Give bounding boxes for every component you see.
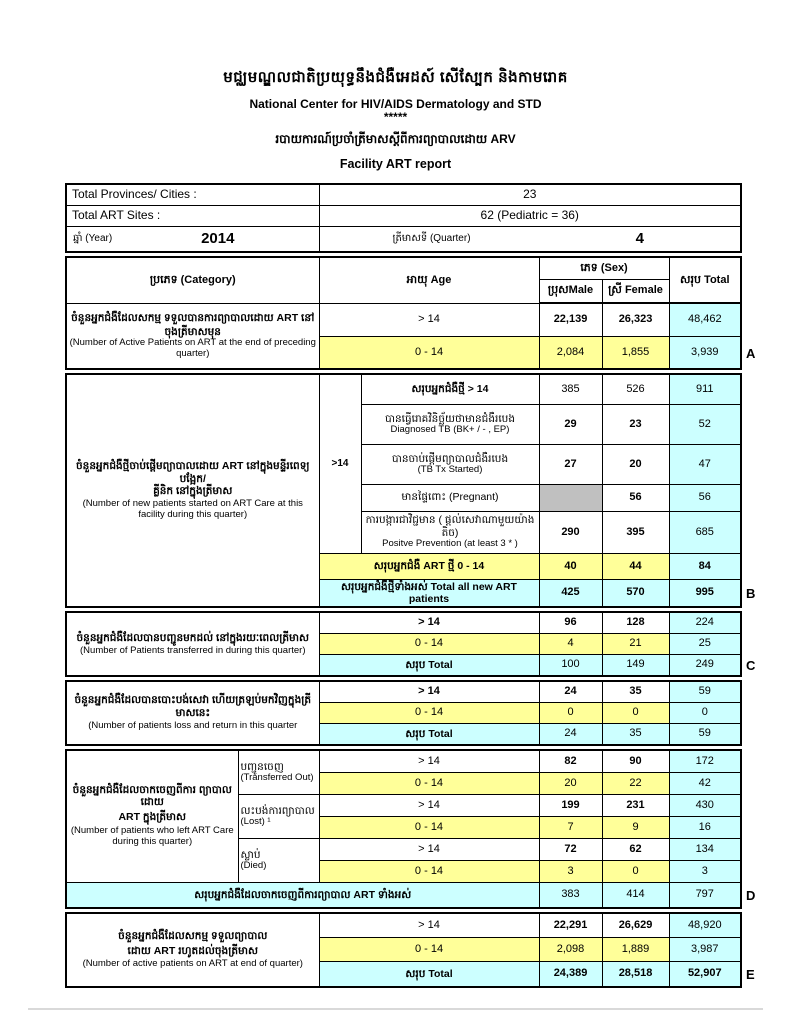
b-age-group: >14 bbox=[319, 374, 361, 553]
section-c bbox=[0, 611, 791, 677]
b-tb-diagnosed-male: 29 bbox=[539, 404, 602, 444]
a-under14-male: 2,084 bbox=[539, 336, 602, 369]
section-letter-e: E bbox=[746, 967, 755, 982]
e-total-male: 24,389 bbox=[539, 961, 602, 987]
section-d-category-khmer-1: ចំនួនអ្នកជំងឺដែលចាកចេញពីការ ព្យាបាលដោយ bbox=[72, 784, 232, 809]
section-e-category-khmer-2: ដោយ ART រហូតដល់ចុងត្រីមាស bbox=[127, 944, 259, 957]
col-header-total: សរុប Total bbox=[669, 257, 741, 303]
b-pregnant-total: 56 bbox=[669, 484, 741, 511]
report-info-table bbox=[65, 183, 742, 253]
b-total-all-male: 425 bbox=[539, 579, 602, 607]
col-header-male: ប្រុសMale bbox=[539, 279, 602, 303]
d-lost-over14-female: 231 bbox=[602, 794, 669, 816]
section-e-category-khmer-1: ចំនួនអ្នកជំងឺដែលសកម្ម ទទួលព្យាបាល bbox=[118, 930, 268, 943]
a-over14-total: 48,462 bbox=[669, 303, 741, 336]
d-died-over14-male: 72 bbox=[539, 838, 602, 860]
page-bottom-divider bbox=[28, 1008, 763, 1010]
d-to-under14-total: 42 bbox=[669, 772, 741, 794]
c-total-male: 100 bbox=[539, 654, 602, 676]
e-under14-total: 3,987 bbox=[669, 937, 741, 961]
d-died-label: ស្លាប់ (Died) bbox=[238, 838, 319, 882]
section-a-category bbox=[66, 303, 319, 369]
stars-divider: ***** bbox=[383, 110, 408, 124]
e-total-total: 52,907 bbox=[669, 961, 741, 987]
section-b-category-khmer-1: ចំនួនអ្នកជំងឺថ្មីចាប់ផ្តើមព្យាបាលដោយ ART នៅក្នុងមន្ទីរពេទ្យបង្អែក/ bbox=[76, 460, 310, 485]
quarter-value: 4 bbox=[635, 230, 644, 248]
b-total-all-total: 995 bbox=[669, 579, 741, 607]
b-total-under14-total: 84 bbox=[669, 553, 741, 579]
d-died-under14-female: 0 bbox=[602, 860, 669, 882]
section-a-table bbox=[65, 256, 742, 370]
e-under14-male: 2,098 bbox=[539, 937, 602, 961]
loss-total-male: 24 bbox=[539, 723, 602, 745]
col-header-sex: ភេទ (Sex) bbox=[539, 257, 669, 279]
d-lost-under14-male: 7 bbox=[539, 816, 602, 838]
d-lost-over14-male: 199 bbox=[539, 794, 602, 816]
section-e-category-english: (Number of active patients on ART at end of quarter) bbox=[82, 957, 303, 969]
d-lost-under14-total: 16 bbox=[669, 816, 741, 838]
section-e bbox=[0, 912, 791, 988]
b-tb-diagnosed-label: បានធ្វើរោគវិនិច្ឆ័យថាមានជំងឺរបេង Diagnosed TB (BK+ / - , EP) bbox=[361, 404, 539, 444]
b-tb-diagnosed-total: 52 bbox=[669, 404, 741, 444]
d-died-under14-total: 3 bbox=[669, 860, 741, 882]
d-to-under14-female: 22 bbox=[602, 772, 669, 794]
year-value: 2014 bbox=[201, 230, 235, 248]
provinces-label: Total Provinces/ Cities : bbox=[66, 184, 319, 205]
subtitle-khmer: របាយការណ៍ប្រចាំត្រីមាសស្តីពីការព្យាបាលដោយ ARV bbox=[275, 132, 516, 146]
loss-total-label: សរុប Total bbox=[319, 723, 539, 745]
loss-over14-age: > 14 bbox=[319, 681, 539, 702]
age-under14-label: 0 - 14 bbox=[319, 336, 539, 369]
section-d-category-khmer-2: ART ក្នុងត្រីមាស bbox=[118, 811, 187, 824]
d-died-over14-female: 62 bbox=[602, 838, 669, 860]
e-total-female: 28,518 bbox=[602, 961, 669, 987]
b-pregnant-female: 56 bbox=[602, 484, 669, 511]
loss-under14-total: 0 bbox=[669, 702, 741, 723]
col-header-female: ស្រី Female bbox=[602, 279, 669, 303]
e-total-label: សរុប Total bbox=[319, 961, 539, 987]
section-d-category-english: (Number of patients who left ART Care during this quarter) bbox=[70, 825, 234, 848]
section-a-category-english: ចុងត្រីមាសមុន (Number of Active Patients on ART at the end of preceding quarter) bbox=[69, 325, 316, 359]
a-under14-total: 3,939 bbox=[669, 336, 741, 369]
d-lost-under14-female: 9 bbox=[602, 816, 669, 838]
provinces-value: 23 bbox=[319, 184, 741, 205]
b-tb-started-total: 47 bbox=[669, 444, 741, 484]
b-total-over14-total: 911 bbox=[669, 374, 741, 404]
d-to-over14-female: 90 bbox=[602, 750, 669, 772]
loss-total-total: 59 bbox=[669, 723, 741, 745]
b-total-all-label: សរុបអ្នកជំងឺថ្មីទាំងអស់ Total all new ART patients bbox=[319, 579, 539, 607]
c-under14-total: 25 bbox=[669, 633, 741, 654]
b-positive-prevention-total: 685 bbox=[669, 511, 741, 553]
b-pregnant-label: មានផ្ទៃពោះ (Pregnant) bbox=[361, 484, 539, 511]
loss-under14-age: 0 - 14 bbox=[319, 702, 539, 723]
e-over14-female: 26,629 bbox=[602, 913, 669, 937]
e-over14-total: 48,920 bbox=[669, 913, 741, 937]
section-d-table bbox=[65, 749, 742, 909]
section-loss-category-khmer: ចំនួនអ្នកជំងឺដែលបានបោះបង់សេវា ហើយត្រឡប់មកវិញក្នុងត្រីមាសនេះ bbox=[74, 694, 312, 719]
b-total-over14-female: 526 bbox=[602, 374, 669, 404]
section-b-category bbox=[66, 374, 319, 607]
b-total-all-female: 570 bbox=[602, 579, 669, 607]
d-to-over14-male: 82 bbox=[539, 750, 602, 772]
report-title: Facility ART report bbox=[339, 157, 452, 171]
d-died-over14-age: > 14 bbox=[319, 838, 539, 860]
a-over14-female: 26,323 bbox=[602, 303, 669, 336]
d-lost-under14-age: 0 - 14 bbox=[319, 816, 539, 838]
d-total-total: 797 bbox=[669, 882, 741, 908]
b-positive-prevention-label: ការបង្ការជាវិជ្ជមាន ( ផ្តល់សេវាណាមួយយ៉ាងតិច) Positve Prevention (at least 3 * ) bbox=[361, 511, 539, 553]
b-positive-prevention-female: 395 bbox=[602, 511, 669, 553]
b-total-under14-label: សរុបអ្នកជំងឺ ART ថ្មី 0 - 14 bbox=[319, 553, 539, 579]
section-loss-return bbox=[0, 680, 791, 746]
title-english: National Center for HIV/AIDS Dermatology and STD bbox=[249, 97, 542, 111]
c-under14-male: 4 bbox=[539, 633, 602, 654]
quarter-cell bbox=[319, 226, 741, 252]
e-under14-female: 1,889 bbox=[602, 937, 669, 961]
d-lost-over14-total: 430 bbox=[669, 794, 741, 816]
a-under14-female: 1,855 bbox=[602, 336, 669, 369]
d-to-under14-male: 20 bbox=[539, 772, 602, 794]
b-tb-diagnosed-female: 23 bbox=[602, 404, 669, 444]
d-total-label: សរុបអ្នកជំងឺដែលចាកចេញពីការព្យាបាល ART ទាំងអស់ bbox=[66, 882, 539, 908]
section-b-category-english: (Number of new patients started on ART Care at this facility during this quarter) bbox=[82, 497, 303, 520]
loss-under14-female: 0 bbox=[602, 702, 669, 723]
section-loss-category bbox=[66, 681, 319, 745]
c-over14-male: 96 bbox=[539, 612, 602, 633]
b-total-over14-male: 385 bbox=[539, 374, 602, 404]
d-lost-over14-age: > 14 bbox=[319, 794, 539, 816]
b-total-under14-male: 40 bbox=[539, 553, 602, 579]
b-total-under14-female: 44 bbox=[602, 553, 669, 579]
year-cell bbox=[66, 226, 319, 252]
a-over14-male: 22,139 bbox=[539, 303, 602, 336]
section-a bbox=[0, 256, 791, 370]
section-letter-a: A bbox=[746, 346, 756, 361]
section-d-category bbox=[66, 750, 238, 882]
d-died-over14-total: 134 bbox=[669, 838, 741, 860]
b-tb-started-male: 27 bbox=[539, 444, 602, 484]
d-to-over14-age: > 14 bbox=[319, 750, 539, 772]
b-positive-prevention-male: 290 bbox=[539, 511, 602, 553]
loss-total-female: 35 bbox=[602, 723, 669, 745]
e-over14-age: > 14 bbox=[319, 913, 539, 937]
section-letter-b: B bbox=[746, 586, 756, 601]
section-c-category-english: (Number of Patients transferred in during this quarter) bbox=[80, 644, 306, 656]
section-loss-return-table bbox=[65, 680, 742, 746]
section-c-table bbox=[65, 611, 742, 677]
d-died-under14-male: 3 bbox=[539, 860, 602, 882]
year-label: ឆ្នាំ (Year) bbox=[73, 233, 113, 244]
section-d bbox=[0, 749, 791, 909]
c-total-label: សរុប Total bbox=[319, 654, 539, 676]
loss-over14-female: 35 bbox=[602, 681, 669, 702]
section-loss-category-english: (Number of patients loss and return in this quarter bbox=[88, 719, 298, 731]
section-b bbox=[0, 373, 791, 608]
d-lost-label: លះបង់ការព្យាបាល (Lost) ¹ bbox=[238, 794, 319, 838]
section-letter-d: D bbox=[746, 888, 756, 903]
c-total-total: 249 bbox=[669, 654, 741, 676]
section-b-table bbox=[65, 373, 742, 608]
c-total-female: 149 bbox=[602, 654, 669, 676]
section-c-category bbox=[66, 612, 319, 676]
section-e-table bbox=[65, 912, 742, 988]
age-over14-label: > 14 bbox=[319, 303, 539, 336]
art-sites-value: 62 (Pediatric = 36) bbox=[319, 205, 741, 226]
loss-under14-male: 0 bbox=[539, 702, 602, 723]
section-b-category-khmer-2: គ្លីនិក នៅក្នុងត្រីមាស bbox=[153, 484, 233, 497]
section-letter-c: C bbox=[746, 658, 756, 673]
quarter-label: ត្រីមាសទី (Quarter) bbox=[392, 233, 471, 244]
d-died-under14-age: 0 - 14 bbox=[319, 860, 539, 882]
c-over14-age: > 14 bbox=[319, 612, 539, 633]
e-under14-age: 0 - 14 bbox=[319, 937, 539, 961]
c-over14-total: 224 bbox=[669, 612, 741, 633]
section-c-category-khmer: ចំនួនអ្នកជំងឺដែលបានបញ្ជូនមកដល់ នៅក្នុងរយៈពេលត្រីមាស bbox=[76, 631, 310, 644]
d-total-female: 414 bbox=[602, 882, 669, 908]
b-pregnant-male-blocked bbox=[539, 484, 602, 511]
col-header-category: ប្រភេទ (Category) bbox=[66, 257, 319, 303]
b-tb-started-female: 20 bbox=[602, 444, 669, 484]
section-a-category-khmer: ចំនួនអ្នកជំងឺដែលសកម្ម ទទួលបានការព្យាបាលដោយ ART នៅ bbox=[71, 311, 315, 324]
title-khmer: មជ្ឈមណ្ឌលជាតិប្រយុទ្ធនឹងជំងឺអេដស៍ សើស្បែក និងកាមរោគ bbox=[223, 69, 568, 86]
b-total-over14-label: សរុបអ្នកជំងឺថ្មី > 14 bbox=[361, 374, 539, 404]
art-sites-label: Total ART Sites : bbox=[66, 205, 319, 226]
d-to-under14-age: 0 - 14 bbox=[319, 772, 539, 794]
loss-over14-male: 24 bbox=[539, 681, 602, 702]
d-to-over14-total: 172 bbox=[669, 750, 741, 772]
d-total-male: 383 bbox=[539, 882, 602, 908]
c-under14-female: 21 bbox=[602, 633, 669, 654]
e-over14-male: 22,291 bbox=[539, 913, 602, 937]
b-tb-started-label: បានចាប់ផ្តើមព្យាបាលជំងឺរបេង (TB Tx Started) bbox=[361, 444, 539, 484]
document-header bbox=[0, 0, 791, 171]
d-transferred-out-label: បញ្ជូនចេញ (Transferred Out) bbox=[238, 750, 319, 794]
loss-over14-total: 59 bbox=[669, 681, 741, 702]
c-over14-female: 128 bbox=[602, 612, 669, 633]
section-e-category bbox=[66, 913, 319, 987]
col-header-age: អាយុ Age bbox=[319, 257, 539, 303]
c-under14-age: 0 - 14 bbox=[319, 633, 539, 654]
